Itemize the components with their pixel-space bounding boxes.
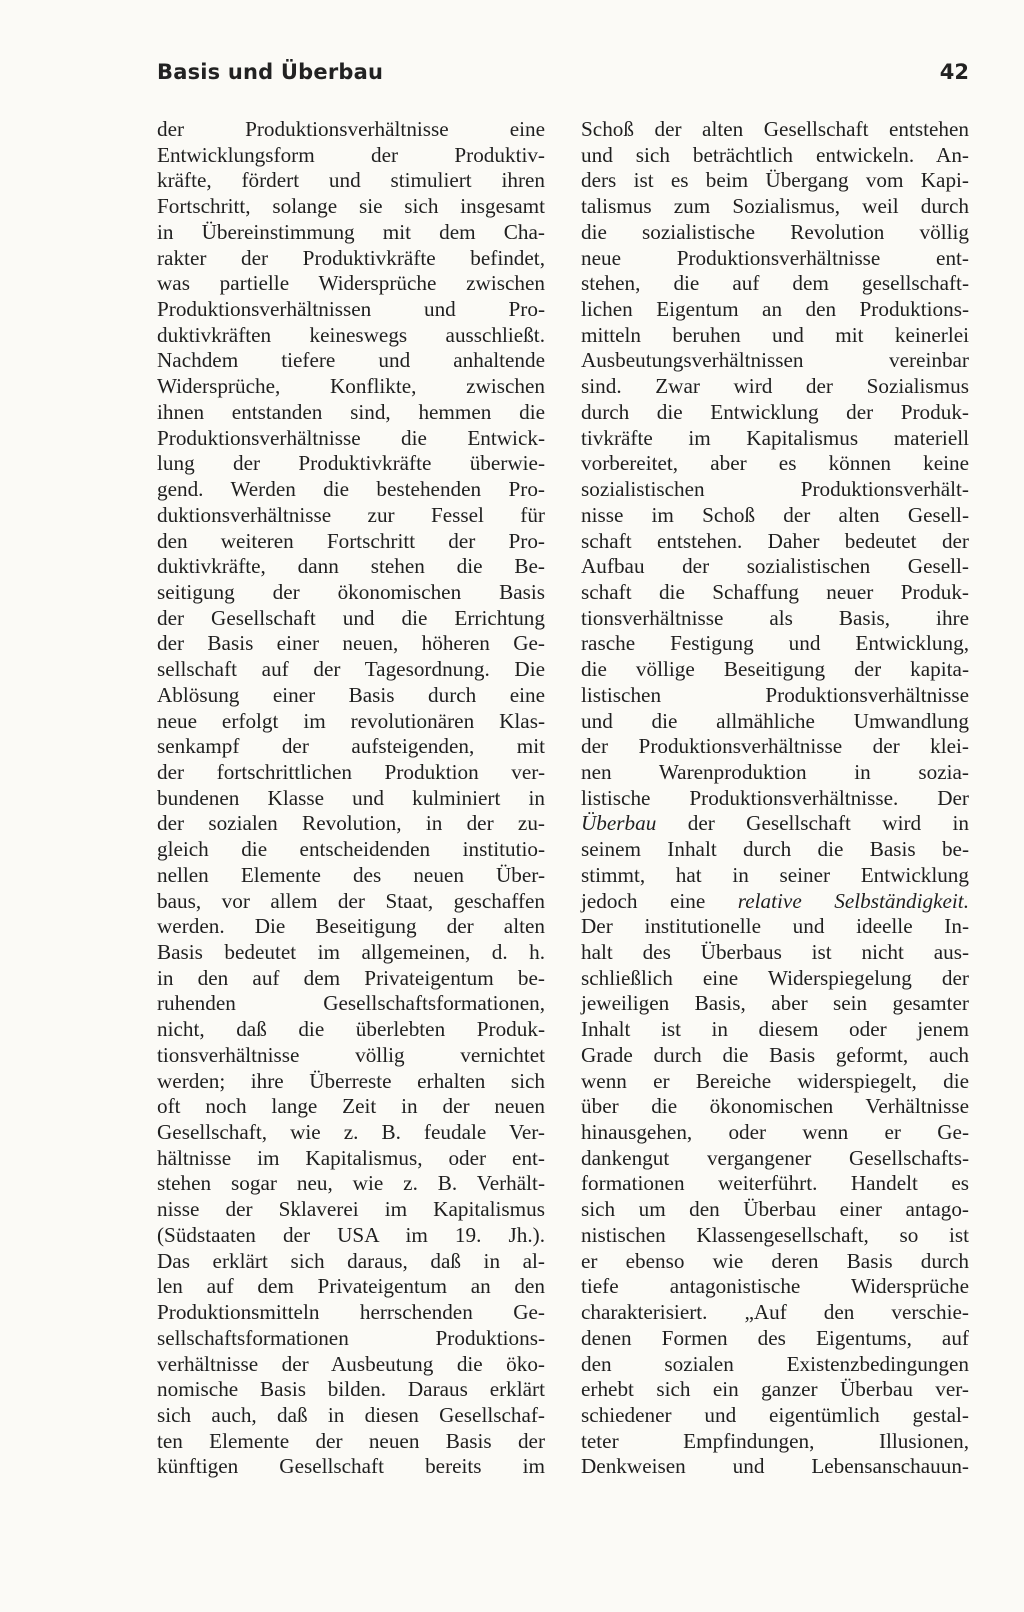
text-line: nomische Basis bilden. Daraus erklärt <box>157 1377 545 1402</box>
text-line: den sozialen Existenzbedingungen <box>581 1351 969 1376</box>
text-line: Ablösung einer Basis durch eine <box>157 682 545 707</box>
text-line: Inhalt ist in diesem oder jenem <box>581 1017 969 1042</box>
text-line: oft noch lange Zeit in der neuen <box>157 1094 545 1119</box>
text-line: tionsverhältnisse als Basis, ihre <box>581 605 969 630</box>
text-line: die sozialistische Revolution völlig <box>581 219 969 244</box>
text-line: denen Formen des Eigentums, auf <box>581 1325 969 1350</box>
text-line: ten Elemente der neuen Basis der <box>157 1428 545 1453</box>
text-line: Gesellschaft, wie z. B. feudale Ver- <box>157 1120 545 1145</box>
text-line: Nachdem tiefere und anhaltende <box>157 348 545 373</box>
text-line: stehen sogar neu, wie z. B. Verhält- <box>157 1171 545 1196</box>
text-line: Widersprüche, Konflikte, zwischen <box>157 374 545 399</box>
text-line: lung der Produktivkräfte überwie- <box>157 451 545 476</box>
text-line: nicht, daß die überlebten Produk- <box>157 1017 545 1042</box>
text-line: halt des Überbaus ist nicht aus- <box>581 940 969 964</box>
text-line: tivkräfte im Kapitalismus materiell <box>581 425 969 450</box>
text-line: duktivkräften keineswegs ausschließt. <box>157 322 545 347</box>
text-line: nisse im Schoß der alten Gesell- <box>581 502 969 527</box>
text-line: vorbereitet, aber es können keine <box>581 451 969 476</box>
section-title: Basis und Überbau <box>157 60 384 84</box>
text-line: nistischen Klassengesellschaft, so ist <box>581 1222 969 1247</box>
text-line: durch die Entwicklung der Produk- <box>581 399 969 424</box>
text-line: und die allmähliche Umwandlung <box>581 708 969 733</box>
text-line: sellschaft auf der Tagesordnung. Die <box>157 657 545 682</box>
text-line: sellschaftsformationen Produktions- <box>157 1325 545 1350</box>
text-line: lichen Eigentum an den Produktions- <box>581 297 969 322</box>
text-line: Der institutionelle und ideelle In- <box>581 914 969 939</box>
text-line: Überbau der Gesellschaft wird in <box>581 811 969 836</box>
text-line: listischen Produktionsverhältnisse <box>581 682 969 707</box>
text-line: teter Empfindungen, Illusionen, <box>581 1428 969 1453</box>
text-line: rakter der Produktivkräfte befindet, <box>157 245 545 270</box>
text-line: dankengut vergangener Gesellschafts- <box>581 1145 969 1170</box>
text-line: Basis bedeutet im allgemeinen, d. h. <box>157 940 545 964</box>
text-line: (Südstaaten der USA im 19. Jh.). <box>157 1222 545 1247</box>
text-line: gend. Werden die bestehenden Pro- <box>157 477 545 502</box>
text-line: werden. Die Beseitigung der alten <box>157 914 545 939</box>
text-line: jedoch eine relative Selbständigkeit. <box>581 888 969 913</box>
italic-term: relative Selbständigkeit. <box>737 888 969 913</box>
text-line: Ausbeutungsverhältnissen vereinbar <box>581 348 969 373</box>
text-line: kräfte, fördert und stimuliert ihren <box>157 168 545 193</box>
text-line: sich auch, daß in diesen Gesellschaf- <box>157 1402 545 1427</box>
text-line: über die ökonomischen Verhältnisse <box>581 1094 969 1119</box>
text-line: ihnen entstanden sind, hemmen die <box>157 399 545 424</box>
text-line: wenn er Bereiche widerspiegelt, die <box>581 1068 969 1093</box>
text-line: schiedener und eigentümlich gestal- <box>581 1402 969 1427</box>
text-line: der Gesellschaft und die Errichtung <box>157 605 545 630</box>
text-line: verhältnisse der Ausbeutung die öko- <box>157 1351 545 1376</box>
text-line: stehen, die auf dem gesellschaft- <box>581 271 969 296</box>
text-line: in Übereinstimmung mit dem Cha- <box>157 219 545 244</box>
text-line: seitigung der ökonomischen Basis <box>157 579 545 604</box>
text-line: nellen Elemente des neuen Über- <box>157 862 545 887</box>
text-line: bundenen Klasse und kulminiert in <box>157 785 545 810</box>
text-line: senkampf der aufsteigenden, mit <box>157 734 545 759</box>
text-line: jeweiligen Basis, aber sein gesamter <box>581 991 969 1016</box>
text-line: gleich die entscheidenden institutio- <box>157 837 545 862</box>
text-line: Schoß der alten Gesellschaft entstehen <box>581 117 969 141</box>
text-line: ders ist es beim Übergang vom Kapi- <box>581 168 969 193</box>
text-line: er ebenso wie deren Basis durch <box>581 1248 969 1273</box>
text-line: der fortschrittlichen Produktion ver- <box>157 759 545 784</box>
text-line: Produktionsmitteln herrschenden Ge- <box>157 1300 545 1325</box>
text-line: der sozialen Revolution, in der zu- <box>157 811 545 836</box>
text-line: was partielle Widersprüche zwischen <box>157 271 545 296</box>
text-line: ruhenden Gesellschaftsformationen, <box>157 991 545 1016</box>
text-line: nen Warenproduktion in sozia- <box>581 759 969 784</box>
text-line: nisse der Sklaverei im Kapitalismus <box>157 1197 545 1222</box>
text-line: seinem Inhalt durch die Basis be- <box>581 837 969 862</box>
right-column <box>581 117 969 1480</box>
text-line: den weiteren Fortschritt der Pro- <box>157 528 545 553</box>
text-line: Produktionsverhältnissen und Pro- <box>157 297 545 322</box>
text-line: listische Produktionsverhältnisse. Der <box>581 785 969 810</box>
left-column <box>157 117 545 1480</box>
text-line: sozialistischen Produktionsverhält- <box>581 477 969 502</box>
text-line: formationen weiterführt. Handelt es <box>581 1171 969 1196</box>
page-number: 42 <box>939 60 969 84</box>
text-line: baus, vor allem der Staat, geschaffen <box>157 888 545 913</box>
text-line: Produktionsverhältnisse die Entwick- <box>157 425 545 450</box>
text-line: der Produktionsverhältnisse der klei- <box>581 734 969 759</box>
text-line: in den auf dem Privateigentum be- <box>157 965 545 990</box>
text-line: tionsverhältnisse völlig vernichtet <box>157 1042 545 1067</box>
text-line: tiefe antagonistische Widersprüche <box>581 1274 969 1299</box>
text-line: sind. Zwar wird der Sozialismus <box>581 374 969 399</box>
text-line: werden; ihre Überreste erhalten sich <box>157 1068 545 1093</box>
text-line: der Produktionsverhältnisse eine <box>157 117 545 141</box>
text-line: schaft die Schaffung neuer Produk- <box>581 579 969 604</box>
text-line: künftigen Gesellschaft bereits im <box>157 1454 545 1479</box>
running-head <box>157 60 969 96</box>
text-line: hältnisse im Kapitalismus, oder ent- <box>157 1145 545 1170</box>
text-line: der Basis einer neuen, höheren Ge- <box>157 631 545 656</box>
text-line: talismus zum Sozialismus, weil durch <box>581 194 969 219</box>
text-line: stimmt, hat in seiner Entwicklung <box>581 862 969 887</box>
text-line: schließlich eine Widerspiegelung der <box>581 965 969 990</box>
text-line: duktivkräfte, dann stehen die Be- <box>157 554 545 579</box>
text-line: hinausgehen, oder wenn er Ge- <box>581 1120 969 1145</box>
text-line: sich um den Überbau einer antago- <box>581 1197 969 1222</box>
text-line: mitteln beruhen und mit keinerlei <box>581 322 969 347</box>
text-line: rasche Festigung und Entwicklung, <box>581 631 969 656</box>
text-line: die völlige Beseitigung der kapita- <box>581 657 969 682</box>
text-line: Grade durch die Basis geformt, auch <box>581 1042 969 1067</box>
text-line: Fortschritt, solange sie sich insgesamt <box>157 194 545 219</box>
text-line: und sich beträchtlich entwickeln. An- <box>581 142 969 167</box>
text-line: Aufbau der sozialistischen Gesell- <box>581 554 969 579</box>
text-line: Entwicklungsform der Produktiv- <box>157 142 545 167</box>
italic-term: Überbau <box>581 811 657 836</box>
text-line: duktionsverhältnisse zur Fessel für <box>157 502 545 527</box>
text-line: neue Produktionsverhältnisse ent- <box>581 245 969 270</box>
text-line: Das erklärt sich daraus, daß in al- <box>157 1248 545 1273</box>
text-line: Denkweisen und Lebensanschauun- <box>581 1454 969 1479</box>
text-line: neue erfolgt im revolutionären Klas- <box>157 708 545 733</box>
text-line: erhebt sich ein ganzer Überbau ver- <box>581 1377 969 1402</box>
text-line: schaft entstehen. Daher bedeutet der <box>581 528 969 553</box>
text-line: charakterisiert. „Auf den verschie- <box>581 1300 969 1325</box>
text-line: len auf dem Privateigentum an den <box>157 1274 545 1299</box>
